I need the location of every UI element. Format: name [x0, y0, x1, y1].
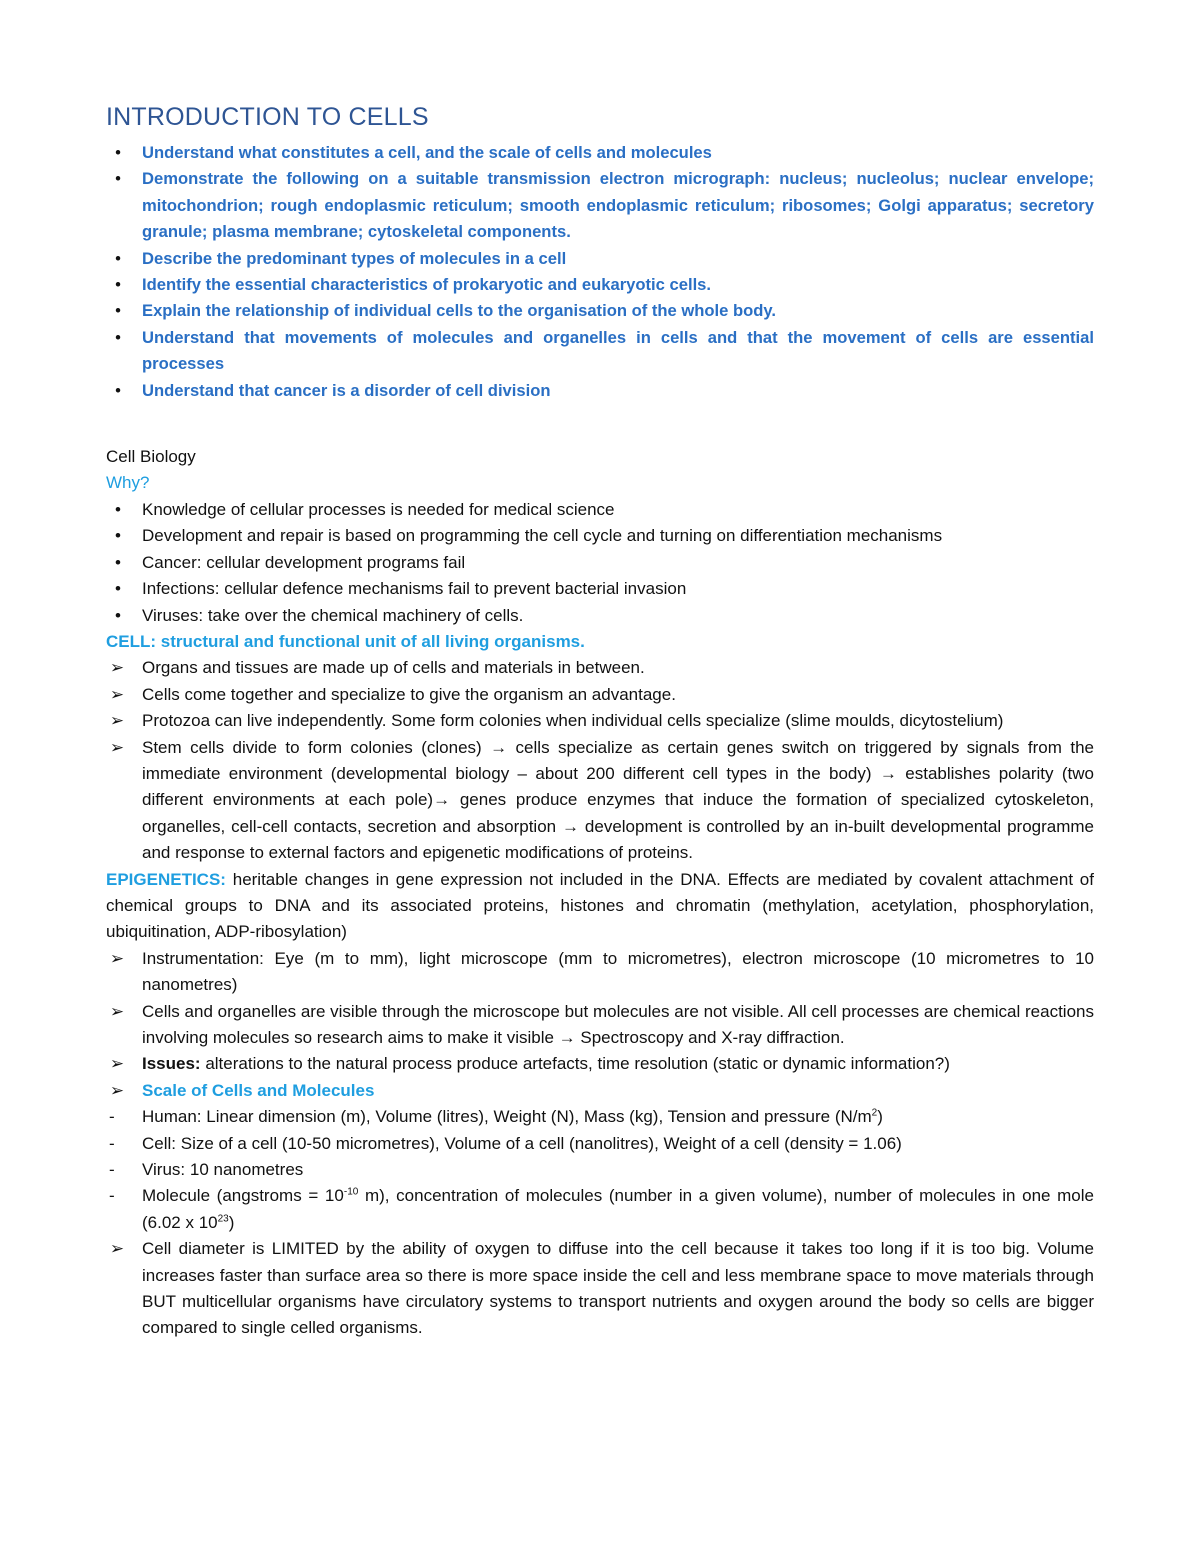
bullet-icon: • [115, 380, 121, 400]
arrow-bullet-icon: ➢ [109, 711, 125, 731]
why-text: Infections: cellular defence mechanisms fail to prevent bacterial invasion [142, 579, 687, 599]
arrow-bullet-icon: ➢ [109, 1239, 125, 1259]
objective-item [106, 298, 1094, 324]
diameter-text: Cell diameter is LIMITED by the ability of oxygen to diffuse into the cell because it takes too long if it is too big. Volume increases faster than surface area so there is more space inside the cell and less membrane space to move materials through BUT multicellular organisms have circulatory systems to transport nutrients and oxygen around the body so cells are bigger compared to single celled organisms. [142, 1239, 1094, 1338]
epigenetics-label: EPIGENETICS: [106, 869, 226, 889]
bullet-icon: • [115, 526, 121, 546]
epigenetics-paragraph [106, 867, 1094, 946]
arrow-bullet-icon: ➢ [109, 737, 125, 757]
scale-item-molecule [106, 1183, 1094, 1236]
page-title: INTRODUCTION TO CELLS [106, 103, 429, 131]
issues-point [106, 1051, 1094, 1077]
issues-text: alterations to the natural process produce artefacts, time resolution (static or dynamic information?) [200, 1054, 950, 1074]
why-text: Knowledge of cellular processes is needed for medical science [142, 499, 615, 519]
cell-point-text: Stem cells divide to form colonies (clones) → cells specialize as certain genes switch on triggered by signals from the immediate environment (developmental biology – about 200 different cell types in the body) → establishes polarity (two different environments at each pole)→ genes produce enzymes that induce the formation of specialized cytoskeleton, organelles, cell-cell contacts, secretion and absorption → development is controlled by an in-built developmental programme and response to external factors and epigenetic modifications of proteins. [142, 737, 1094, 863]
objective-item [106, 166, 1094, 245]
why-text: Development and repair is based on programming the cell cycle and turning on differentiation mechanisms [142, 526, 943, 546]
superscript: 2 [871, 1107, 878, 1119]
bullet-icon: • [115, 327, 121, 347]
cell-point-text: Cells come together and specialize to give the organism an advantage. [142, 684, 676, 704]
objective-item [106, 246, 1094, 272]
why-list [106, 497, 1094, 629]
scale-heading-point [106, 1078, 1094, 1104]
section-heading-cell-biology: Cell Biology [106, 447, 196, 467]
bullet-icon: • [115, 143, 121, 162]
cell-point [106, 708, 1094, 734]
scale-text: Cell: Size of a cell (10-50 micrometres), Volume of a cell (nanolitres), Weight of a cell (density = 1.06) [142, 1133, 902, 1153]
arrow-bullet-icon: ➢ [109, 1001, 125, 1021]
scale-item-virus [106, 1157, 1094, 1183]
bullet-icon: • [115, 499, 121, 519]
document-page [106, 100, 1094, 1342]
cell-definition: CELL: structural and functional unit of all living organisms. [106, 631, 585, 651]
dash-bullet: - [109, 1133, 115, 1153]
arrow-bullet-icon: ➢ [109, 684, 125, 704]
bullet-icon: • [115, 552, 121, 572]
scale-heading: Scale of Cells and Molecules [142, 1080, 375, 1100]
arrow-bullet-icon: ➢ [109, 1054, 125, 1074]
objective-item [106, 272, 1094, 298]
scale-text: ) [228, 1212, 235, 1232]
why-text: Cancer: cellular development programs fail [142, 552, 466, 572]
dash-bullet: - [109, 1160, 115, 1180]
issues-label: Issues: [142, 1054, 201, 1074]
bullet-icon: • [115, 301, 121, 321]
cell-point [106, 682, 1094, 708]
diameter-list [106, 1236, 1094, 1342]
bullet-icon: • [115, 248, 121, 268]
dash-bullet: - [109, 1107, 115, 1127]
why-text: Viruses: take over the chemical machinery of cells. [142, 605, 524, 625]
objective-text: Describe the predominant types of molecules in a cell [142, 248, 567, 268]
superscript: -10 [343, 1186, 359, 1198]
why-item [106, 603, 1094, 629]
bullet-icon: • [115, 579, 121, 599]
bullet-icon: • [115, 605, 121, 625]
bullet-icon: • [115, 275, 121, 295]
cell-point-text: Protozoa can live independently. Some form colonies when individual cells specialize (slime moulds, dicytostelium) [142, 711, 1004, 731]
objective-text: Explain the relationship of individual cells to the organisation of the whole body. [142, 301, 776, 321]
section-spacer [106, 404, 1094, 444]
objective-text: Understand that cancer is a disorder of cell division [142, 380, 551, 400]
arrow-bullet-icon: ➢ [109, 1080, 125, 1100]
objective-item [106, 325, 1094, 378]
scale-text: ) [877, 1107, 883, 1127]
arrow-bullet-icon: ➢ [109, 948, 125, 968]
instrument-list [106, 946, 1094, 1104]
why-item [106, 497, 1094, 523]
instrument-point [106, 946, 1094, 999]
objective-item [106, 378, 1094, 404]
instrument-text: Instrumentation: Eye (m to mm), light microscope (mm to micrometres), electron microscope (10 micrometres to 10 nanometres) [142, 948, 1094, 995]
scale-text: Molecule (angstroms = 10 [142, 1186, 344, 1206]
objective-item [106, 140, 1094, 166]
scale-item-human [106, 1104, 1094, 1130]
objectives-list [106, 140, 1094, 404]
instrument-point [106, 999, 1094, 1052]
objective-text: Identify the essential characteristics of prokaryotic and eukaryotic cells. [142, 275, 712, 295]
why-item [106, 550, 1094, 576]
dash-bullet: - [109, 1186, 115, 1206]
cell-points-list [106, 655, 1094, 866]
objective-text: Understand that movements of molecules and organelles in cells and that the movement of cells are essential processes [142, 327, 1094, 374]
cell-point [106, 655, 1094, 681]
why-label: Why? [106, 473, 150, 493]
cell-point [106, 735, 1094, 867]
superscript: 23 [217, 1213, 229, 1225]
objective-text: Demonstrate the following on a suitable transmission electron micrograph: nucleus; nucleolus; nuclear envelope; mitochondrion; rough endoplasmic reticulum; smooth endoplasmic reticulum; ribosomes; Golgi apparatus; secretory granule; plasma membrane; cytoskeletal components. [142, 169, 1094, 242]
why-item [106, 523, 1094, 549]
arrow-bullet-icon: ➢ [109, 658, 125, 678]
objective-text: Understand what constitutes a cell, and the scale of cells and molecules [142, 143, 712, 162]
cell-point-text: Organs and tissues are made up of cells and materials in between. [142, 658, 645, 678]
scale-item-cell [106, 1131, 1094, 1157]
why-item [106, 576, 1094, 602]
bullet-icon: • [115, 169, 121, 189]
epigenetics-text: heritable changes in gene expression not included in the DNA. Effects are mediated by covalent attachment of chemical groups to DNA and its associated proteins, histones and chromatin (methylation, acetylation, phosphorylation, ubiquitination, ADP-ribosylation) [106, 869, 1094, 942]
scale-text: Virus: 10 nanometres [142, 1160, 304, 1180]
scale-list [106, 1104, 1094, 1236]
diameter-point [106, 1236, 1094, 1342]
instrument-text: Cells and organelles are visible through the microscope but molecules are not visible. All cell processes are chemical reactions involving molecules so research aims to make it visible → Spectroscopy and X-ray diffraction. [142, 1001, 1094, 1047]
scale-text: m), concentration of molecules (number in a given volume), number of molecules in one mole (6.02 x 10 [142, 1186, 1094, 1232]
scale-text: Human: Linear dimension (m), Volume (litres), Weight (N), Mass (kg), Tension and pressure (N/m [142, 1107, 872, 1127]
